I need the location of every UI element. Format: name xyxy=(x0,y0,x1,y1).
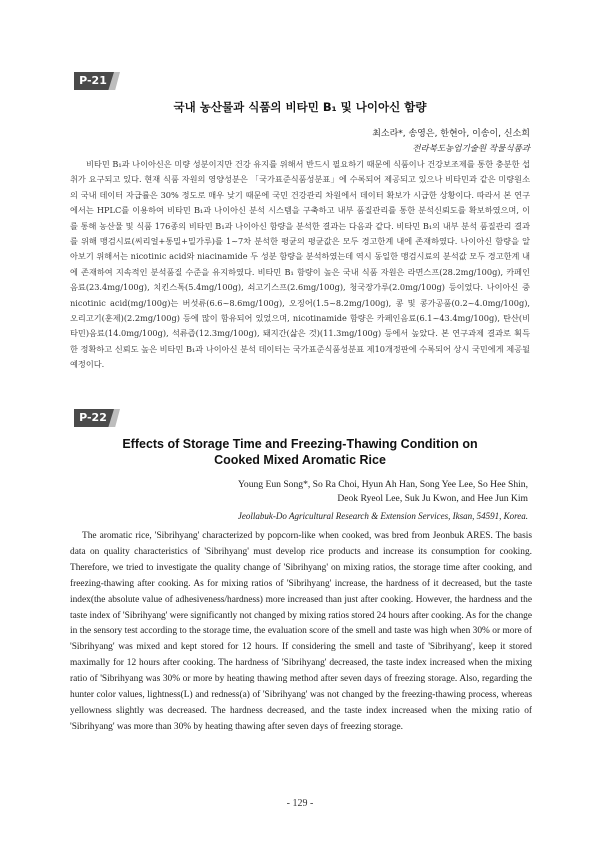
author-list-english xyxy=(228,478,528,506)
abstract-body-english xyxy=(70,529,532,736)
abstract-title-english xyxy=(80,436,520,468)
page-number: - 129 - xyxy=(286,798,314,809)
title-line-2: Cooked Mixed Aromatic Rice xyxy=(214,453,386,467)
abstract-title-korean: 국내 농산물과 식품의 비타민 B₁ 및 나이아신 함량 xyxy=(173,100,427,114)
affiliation-korean: 전라북도농업기술원 작물식품과 xyxy=(412,144,530,154)
title-line-1: Effects of Storage Time and Freezing-Thawing Condition on xyxy=(122,437,478,451)
author-list-korean: 최소라*, 송영은, 한현아, 이송이, 신소희 xyxy=(372,129,530,139)
tag-label: P-22 xyxy=(79,411,107,424)
section-tag-p22 xyxy=(74,409,118,427)
section-tag-p21 xyxy=(74,72,118,90)
tag-label: P-21 xyxy=(79,74,107,87)
authors-line-2: Deok Ryeol Lee, Suk Ju Kwon, and Hee Jun Kim xyxy=(337,493,528,504)
abstract-body-korean xyxy=(70,157,530,373)
abstract-paragraph: The aromatic rice, 'Sibrihyang' characterized by popcorn-like when cooked, was bred from Jeonbuk ARES. The basis data on quality characteristics of 'Sibrihyang' must develop rice products and increase its consumption for cooking. Therefore, we tried to investigate the quality change of 'Sibrihyang' on mixing ratios, the storage time after cooking, and freezing-thawing after cooking. As for mixing ratios of 'Sibrihyang' increase, the hardness of it decreased, but the taste index(the absolute value of adhesiveness/hardness) more increased than just after cooking. However, the hardness and the taste index of 'Sibrihyang' were significantly not changed by mixing ratios stored 24 hours after cooking. As for the change in the sensory test according to the storage time, the evaluation score of the smell and taste was high when 30% or more of 'Sibrihyang' was mixed and kept stored for 12 hours. If considering the smell and taste of 'Sibrihyang', keep it stored maximally for 12 hours after cooking. The hardness of 'Sibrihyang' decreased, the taste index increased when the mixing ratio of 'Sibrihyang was 30% or more by heating thawing method after seven days of freezing storage. Also, regarding the hunter color values, lightness(L) and redness(a) of 'Sibrihyang' was not changed by the freezing-thawing process, whereas yellowness slightly was decreased. The hardness decreased, and the taste index increased when the mixing ratio of 'Sibrihyang' was more than 30% by heating thawing after seven days of freezing storage. xyxy=(70,531,532,732)
authors-line-1: Young Eun Song*, So Ra Choi, Hyun Ah Han, Song Yee Lee, So Hee Shin, xyxy=(237,479,528,490)
abstract-paragraph: 비타민 B₁과 나이아신은 미량 성분이지만 건강 유지를 위해서 반드시 필요하기 때문에 식품이나 건강보조제를 통한 충분한 섭취가 요구되고 있다. 현재 식품 자원의 영양성분은 「국가표준식품성분표」에 수록되어 제공되고 있으나 비타민과 같은 미량원소의 국내 데이터 자급률은 30% 정도로 매우 낮기 때문에 국민 건강관리 차원에서 데이터 확보가 시급한 상황이다. 따라서 본 연구에서는 HPLC를 이용하여 비타민 B₁과 나이아신 분석 시스템을 구축하고 내부 품질관리를 통한 분석신뢰도를 확보하였으며, 이를 통해 농산물 및 식품 176종의 비타민 B₁과 나이아신 함량을 분석한 결과는 다음과 같다. 비타민 B₁의 내부 분석 품질관리 결과를 위해 맹검시료(씨리얼+통밀+밀가루)를 1~7차 분석한 평균의 평균값은 모두 경고한계 내에 존재하였다. 나이아신 함량을 알아보기 위해서는 nicotinic acid와 niacinamide 두 성분 함량을 분석하였는데 역시 동일한 맹검시료의 분석값 모두 경고한계 내에 존재하여 지속적인 분석품질 수준을 유지하였다. 비타민 B₁ 함량이 높은 국내 식품 자원은 라면스프(28.2mg/100g), 카페인음료(23.4mg/100g), 치킨스톡(5.4mg/100g), 쇠고기스프(2.6mg/100g), 청국장가루(2.0mg/100g) 등이었다. 나이아신 중 nicotinic acid(mg/100g)는 버섯류(6.6~8.6mg/100g), 오징어(1.5~8.2mg/100g), 콩 및 콩가공품(0.2~4.0mg/100g), 오리고기(훈제)(2.2mg/100g) 등에 많이 함유되어 있었으며, nicotinamide 함량은 카페인음료(6.1~43.4mg/100g), 탄산(비타민)음료(14.0mg/100g), 석류즙(12.3mg/100g), 돼지간(삶은 것)(11.3mg/100g) 등에서 높았다. 본 연구과제 결과로 획득한 정확하고 신뢰도 높은 비타민 B₁과 나이아신 분석 데이터는 국가표준식품성분표 제10개정판에 수록되어 상시 국민에게 제공될 예정이다. xyxy=(70,159,530,370)
affiliation-english: Jeollabuk-Do Agricultural Research & Extension Services, Iksan, 54591, Korea. xyxy=(237,511,528,521)
